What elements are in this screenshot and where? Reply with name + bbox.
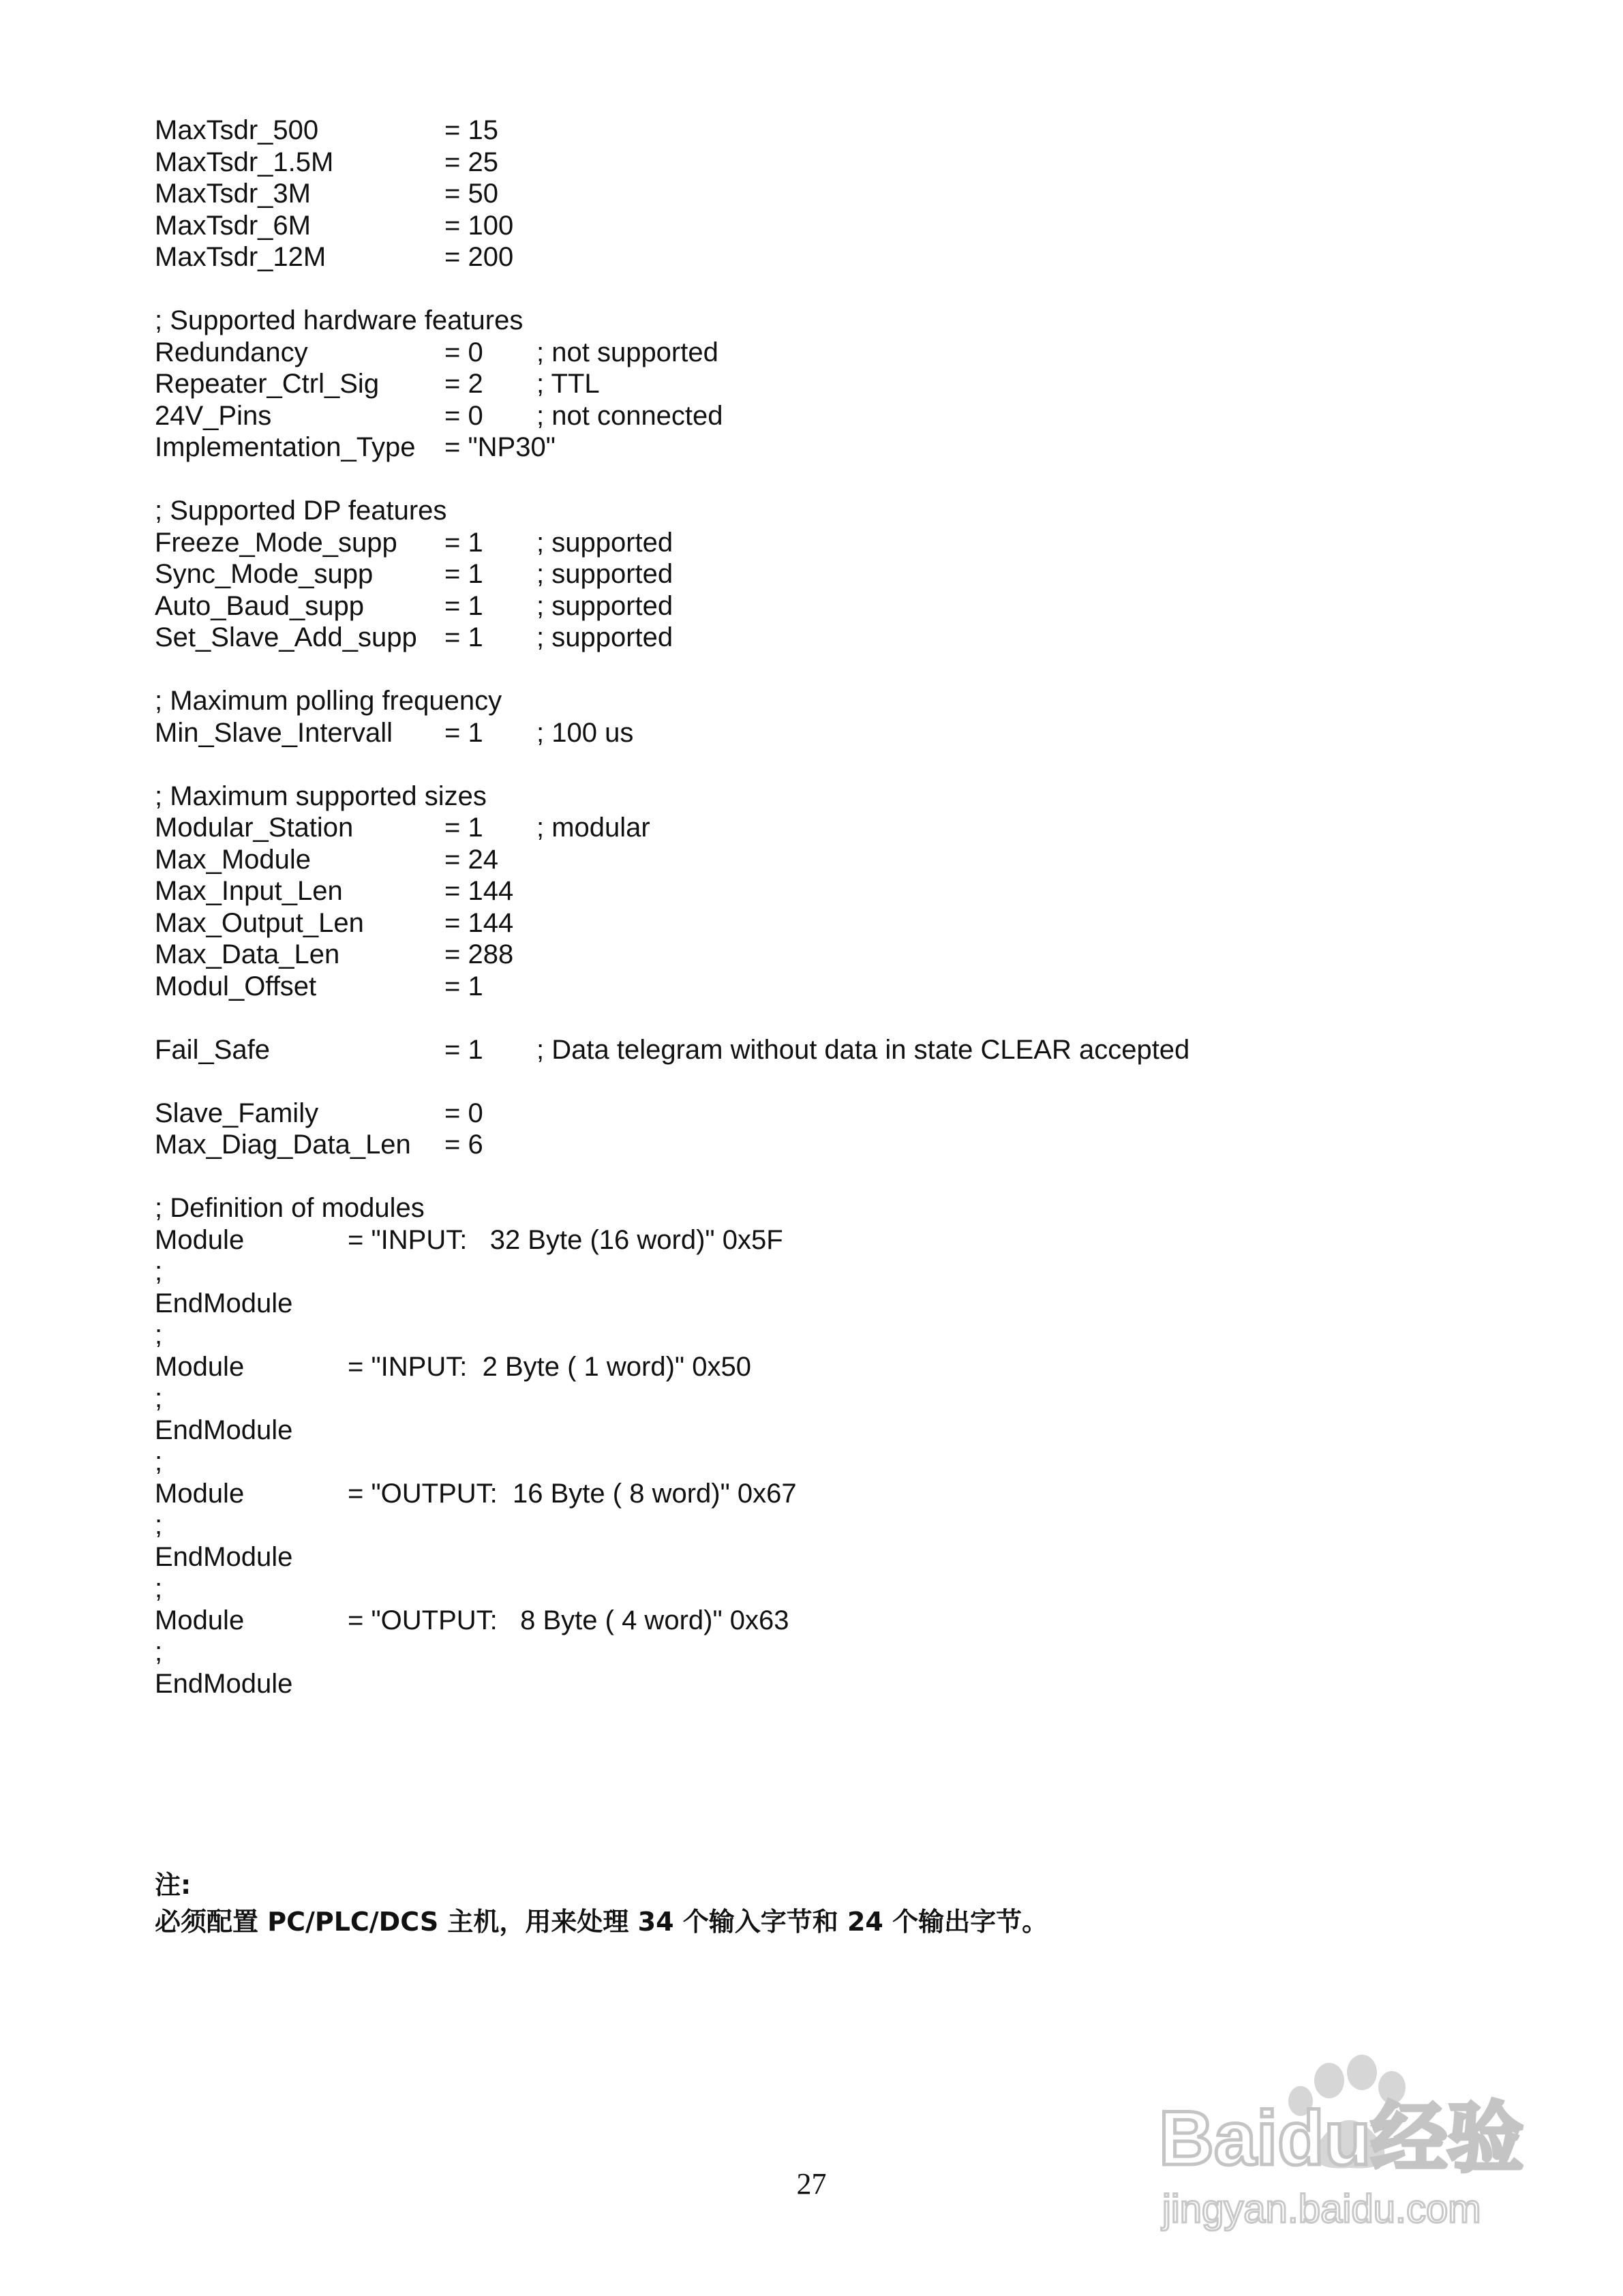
param-value: = 1 <box>444 717 483 748</box>
module-keyword: Module <box>155 1224 245 1255</box>
line-text: EndModule <box>155 1668 293 1699</box>
param-key: Slave_Family <box>155 1098 319 1128</box>
line-text: ; Definition of modules <box>155 1193 425 1223</box>
separator-semicolon: ; <box>155 1256 163 1286</box>
line-text: EndModule <box>155 1541 293 1572</box>
param-value: = 1 <box>444 813 483 843</box>
param-key: Modular_Station <box>155 813 354 843</box>
separator-semicolon: ; <box>155 1320 163 1350</box>
param-key: Max_Diag_Data_Len <box>155 1130 411 1160</box>
param-value: = 100 <box>444 210 514 241</box>
param-comment: ; modular <box>536 813 650 843</box>
param-comment: ; not connected <box>536 400 723 431</box>
note-title: 注: <box>155 1870 192 1900</box>
line-text: ; Maximum supported sizes <box>155 781 487 811</box>
param-comment: ; supported <box>536 590 673 621</box>
param-key: Fail_Safe <box>155 1034 270 1065</box>
separator-semicolon: ; <box>155 1383 163 1413</box>
line-text: ; Supported DP features <box>155 496 447 526</box>
param-value: = 200 <box>444 242 514 272</box>
param-value: = 144 <box>444 876 514 906</box>
param-key: Freeze_Mode_supp <box>155 527 397 558</box>
param-value: = 25 <box>444 147 498 177</box>
module-definition: = "OUTPUT: 16 Byte ( 8 word)" 0x67 <box>348 1478 797 1509</box>
param-key: 24V_Pins <box>155 400 272 431</box>
param-value: = 50 <box>444 179 498 209</box>
param-value: = 24 <box>444 844 498 875</box>
param-comment: ; TTL <box>536 369 600 399</box>
param-value: = 6 <box>444 1130 483 1160</box>
line-text: ; Maximum polling frequency <box>155 686 502 716</box>
param-value: = 0 <box>444 400 483 431</box>
separator-semicolon: ; <box>155 1573 163 1603</box>
param-comment: ; supported <box>536 527 673 558</box>
baidu-watermark-logo <box>1145 2045 1527 2250</box>
param-key: Repeater_Ctrl_Sig <box>155 369 380 399</box>
param-value: = 0 <box>444 1098 483 1128</box>
module-definition: = "OUTPUT: 8 Byte ( 4 word)" 0x63 <box>348 1605 789 1635</box>
param-key: Max_Module <box>155 844 312 875</box>
param-key: Max_Input_Len <box>155 876 343 906</box>
param-value: = 288 <box>444 939 514 969</box>
watermark-brand: Baidu经验 <box>1159 2096 1524 2181</box>
separator-semicolon: ; <box>155 1447 163 1477</box>
note-block <box>155 1867 1048 1940</box>
line-text: EndModule <box>155 1415 293 1445</box>
module-definition: = "INPUT: 32 Byte (16 word)" 0x5F <box>348 1224 783 1255</box>
param-key: Implementation_Type <box>155 432 416 462</box>
param-key: Sync_Mode_supp <box>155 559 374 589</box>
module-keyword: Module <box>155 1605 245 1635</box>
param-key: MaxTsdr_12M <box>155 242 327 272</box>
line-text: EndModule <box>155 1288 293 1318</box>
param-comment: ; 100 us <box>536 717 634 748</box>
param-comment: ; not supported <box>536 337 718 367</box>
param-key: MaxTsdr_6M <box>155 210 311 241</box>
param-key: Min_Slave_Intervall <box>155 717 393 748</box>
module-keyword: Module <box>155 1478 245 1509</box>
param-value: = "NP30" <box>444 432 556 462</box>
param-key: MaxTsdr_500 <box>155 115 319 145</box>
param-value: = 2 <box>444 369 483 399</box>
param-value: = 1 <box>444 1034 483 1065</box>
param-value: = 144 <box>444 907 514 938</box>
param-key: Max_Output_Len <box>155 907 364 938</box>
param-value: = 0 <box>444 337 483 367</box>
param-value: = 1 <box>444 622 483 652</box>
param-key: MaxTsdr_1.5M <box>155 147 334 177</box>
module-definition: = "INPUT: 2 Byte ( 1 word)" 0x50 <box>348 1351 751 1382</box>
param-key: Auto_Baud_supp <box>155 590 364 621</box>
param-key: MaxTsdr_3M <box>155 179 311 209</box>
param-comment: ; Data telegram without data in state CLEAR accepted <box>536 1034 1190 1065</box>
separator-semicolon: ; <box>155 1510 163 1540</box>
param-key: Redundancy <box>155 337 308 367</box>
module-keyword: Module <box>155 1351 245 1382</box>
param-value: = 1 <box>444 590 483 621</box>
watermark-url: jingyan.baidu.com <box>1162 2187 1481 2231</box>
param-value: = 1 <box>444 971 483 1001</box>
param-key: Modul_Offset <box>155 971 317 1001</box>
param-key: Max_Data_Len <box>155 939 340 969</box>
separator-semicolon: ; <box>155 1637 163 1667</box>
page-number: 27 <box>796 2167 827 2201</box>
param-value: = 1 <box>444 559 483 589</box>
line-text: ; Supported hardware features <box>155 305 524 335</box>
param-comment: ; supported <box>536 622 673 652</box>
param-comment: ; supported <box>536 559 673 589</box>
param-key: Set_Slave_Add_supp <box>155 622 417 652</box>
param-value: = 15 <box>444 115 498 145</box>
param-value: = 1 <box>444 527 483 558</box>
note-body: 必须配置 PC/PLC/DCS 主机，用来处理 34 个输入字节和 24 个输出字节。 <box>155 1907 1048 1937</box>
